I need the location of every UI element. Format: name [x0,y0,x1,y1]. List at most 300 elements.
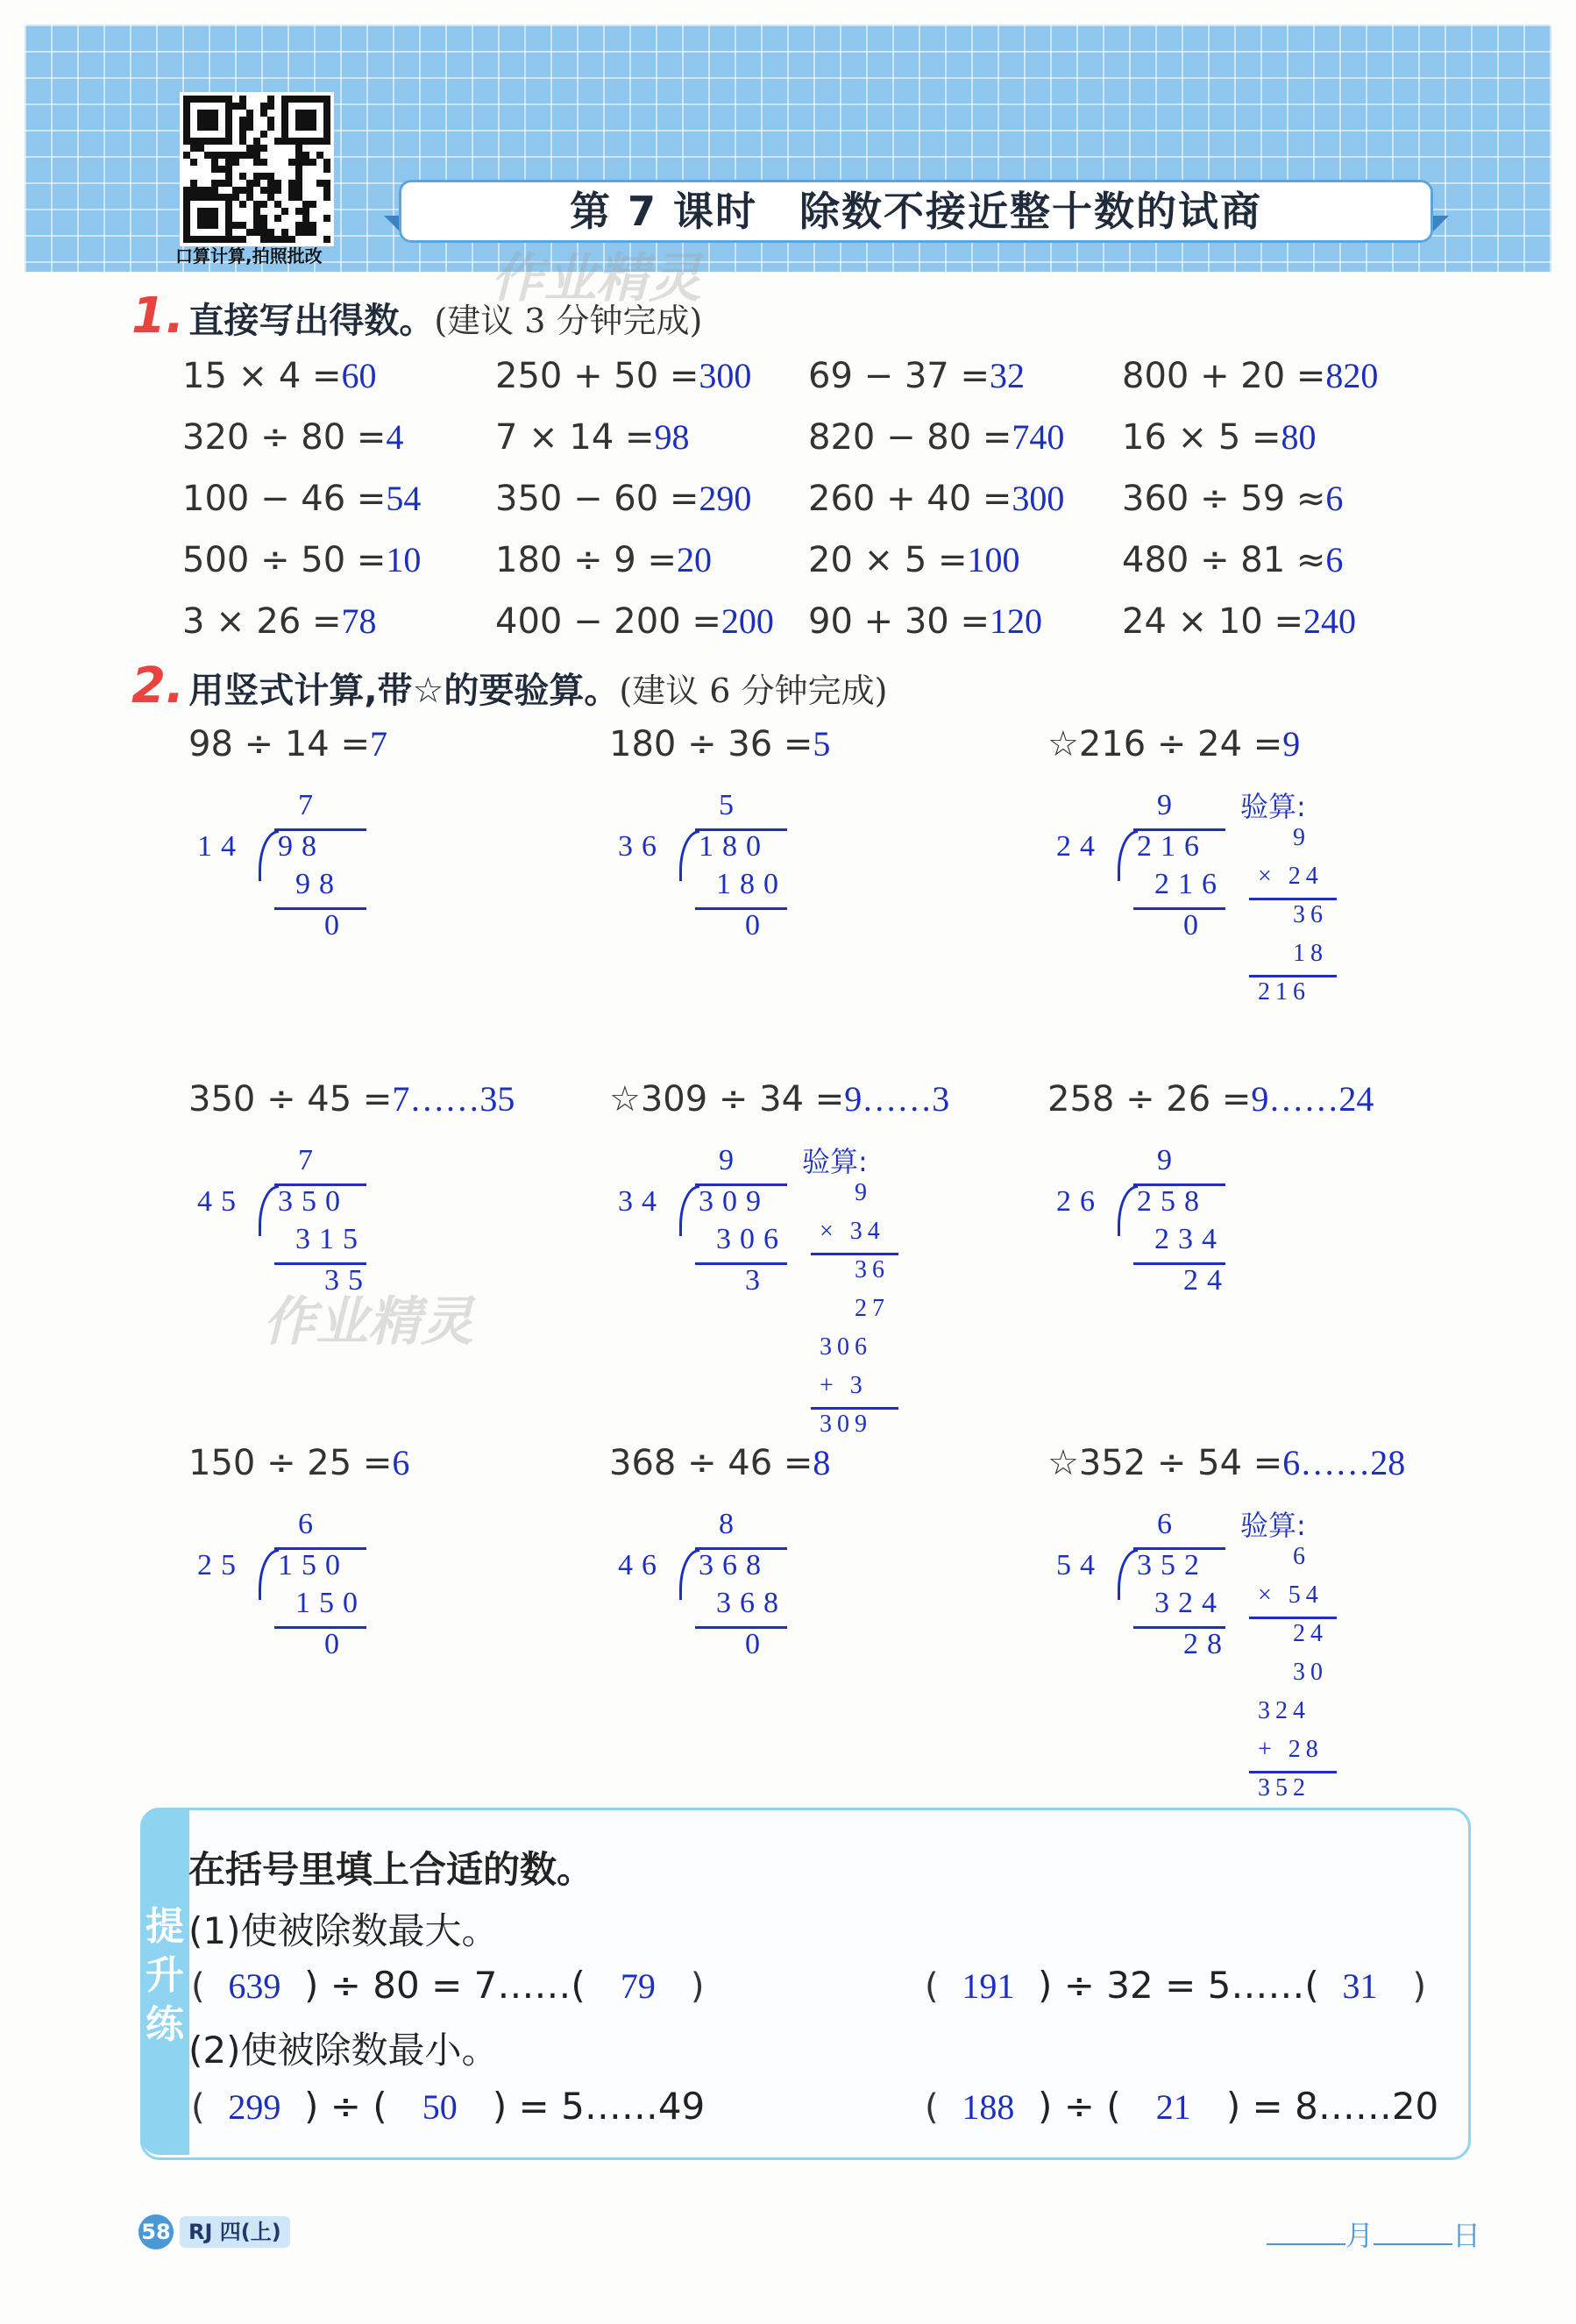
qr-module [295,187,302,194]
date-field[interactable] [1267,2214,1480,2254]
expression: ☆309 ÷ 34 = [609,1079,845,1119]
qr-module [204,152,211,159]
oral-calc-item [808,355,1025,396]
check-line [1249,1617,1337,1619]
subtraction-line [1133,907,1225,910]
qr-module [232,152,239,159]
product: 180 [716,868,787,900]
qr-module [204,124,211,131]
qr-module [309,96,316,103]
answer[interactable]: 6 [1325,540,1344,579]
qr-module [295,152,302,159]
product: 234 [1154,1223,1225,1255]
qr-module [204,208,211,215]
qr-module [274,180,281,187]
qr-module [295,124,302,131]
month-label: 月 [1345,2219,1374,2252]
check-label: 验算: [1240,1509,1306,1542]
qr-module [302,159,309,166]
answer[interactable]: 6 [392,1443,410,1482]
qr-module [323,180,330,187]
qr-module [218,138,225,145]
remainder: 24 [1183,1264,1231,1297]
qr-module [288,180,295,187]
qr-module [260,110,267,117]
dividend: 352 [1137,1549,1208,1581]
qr-module [260,103,267,110]
remainder: 0 [324,1628,348,1660]
qr-module [218,96,225,103]
qr-module [323,124,330,131]
answer[interactable]: 240 [1303,601,1356,641]
expression: 100 − 46 = [182,479,387,519]
subtraction-line [274,907,366,910]
expression: 500 ÷ 50 = [182,540,387,580]
qr-module [183,194,190,201]
expression: 90 + 30 = [808,601,990,642]
title-ribbon-right [1433,216,1449,231]
qr-module [197,145,204,152]
qr-module [309,138,316,145]
question-number: 2. [131,657,185,714]
check-step: 306 [820,1333,872,1361]
division-bracket [1118,1185,1138,1236]
expression: 15 × 4 = [182,356,342,396]
answer[interactable]: 78 [341,601,377,641]
qr-module [295,229,302,236]
expression: 350 ÷ 45 = [188,1079,393,1119]
blank-answer[interactable]: 188 [962,2087,1015,2127]
division-bracket [259,830,279,881]
expression: 480 ÷ 81 ≈ [1122,540,1326,580]
qr-module [197,194,204,201]
subtraction-line [695,1262,787,1265]
answer[interactable]: 200 [721,601,774,641]
blank-answer[interactable]: 639 [228,1966,281,2006]
qr-module [190,187,197,194]
oral-calc-item [1122,355,1378,396]
qr-module [197,138,204,145]
oral-calc-item [495,355,751,396]
product: 368 [716,1587,787,1619]
qr-module [225,152,232,159]
oral-calc-item [182,601,377,642]
dividend: 216 [1137,830,1208,863]
lift-part-1: (1)使被除数最大。 [188,1909,499,1952]
division-bracket [259,1549,279,1600]
qr-module [267,103,274,110]
qr-module [183,117,190,124]
blank-answer[interactable]: 21 [1155,2087,1191,2127]
qr-module [253,145,260,152]
qr-module [302,222,309,229]
check-step: 27 [855,1295,890,1322]
qr-module [190,96,197,103]
qr-module [316,96,323,103]
qr-module [190,138,197,145]
qr-module [260,159,267,166]
product: 150 [295,1587,366,1619]
dividend: 368 [699,1549,770,1581]
quotient: 6 [1157,1508,1181,1540]
check-line [1249,975,1337,977]
qr-module [295,145,302,152]
expression: 180 ÷ 36 = [609,724,813,764]
expression: 69 − 37 = [808,356,990,396]
qr-module [295,173,302,180]
qr-module [316,138,323,145]
check-step: 352 [1258,1774,1310,1802]
expression: 260 + 40 = [808,479,1012,519]
qr-module [281,138,288,145]
qr-module [211,222,218,229]
answer[interactable]: 6 [1325,479,1344,518]
qr-module [260,215,267,222]
qr-module [253,159,260,166]
expression: 360 ÷ 59 ≈ [1122,479,1326,519]
qr-module [211,124,218,131]
qr-module [225,103,232,110]
qr-module [225,201,232,208]
qr-module [316,152,323,159]
oral-calc-item [1122,539,1343,580]
qr-module [183,208,190,215]
qr-module [197,96,204,103]
check-step: + 3 [820,1372,868,1399]
qr-module [225,180,232,187]
divisor: 14 [197,830,245,863]
qr-code[interactable] [180,92,334,246]
page-number: 58 [138,2214,174,2249]
qr-module [183,152,190,159]
qr-module [211,166,218,173]
division-problem [188,1078,515,1119]
qr-module [281,117,288,124]
qr-module [197,187,204,194]
qr-module [288,159,295,166]
qr-module [267,187,274,194]
qr-module [295,110,302,117]
answer[interactable]: 60 [341,356,377,395]
qr-module [260,131,267,138]
check-line [1249,1771,1337,1773]
check-step: 324 [1258,1697,1310,1724]
qr-module [281,229,288,236]
qr-module [218,152,225,159]
answer[interactable]: 300 [699,356,752,395]
expression: 24 × 10 = [1122,601,1303,642]
qr-module [295,208,302,215]
remainder: 0 [324,909,348,942]
quotient: 8 [719,1508,742,1540]
expression: 16 × 5 = [1122,417,1281,458]
qr-module [211,152,218,159]
answer[interactable]: 9……3 [844,1079,950,1119]
lesson-title: 第 7 课时 除数不接近整十数的试商 [569,188,1263,235]
qr-module [211,180,218,187]
qr-module [302,215,309,222]
qr-module [211,215,218,222]
blank-answer[interactable]: 31 [1342,1966,1378,2006]
qr-module [274,138,281,145]
qr-module [246,152,253,159]
qr-module [232,103,239,110]
qr-module [260,222,267,229]
blank-answer[interactable]: 50 [422,2087,458,2127]
check-line [811,1407,898,1410]
quotient: 5 [719,789,742,821]
qr-module [316,180,323,187]
qr-module [183,103,190,110]
answer[interactable]: 32 [989,356,1025,395]
qr-module [183,222,190,229]
qr-module [197,222,204,229]
answer[interactable]: 820 [1325,356,1379,395]
answer[interactable]: 6……28 [1282,1443,1406,1482]
qr-module [281,208,288,215]
qr-module [232,187,239,194]
qr-module [190,194,197,201]
answer[interactable]: 7 [369,724,387,764]
qr-module [239,152,246,159]
qr-module [183,110,190,117]
answer[interactable]: 740 [1012,417,1065,457]
check-label: 验算: [802,1145,868,1178]
quotient: 9 [1157,789,1181,821]
qr-module [239,96,246,103]
qr-module [211,159,218,166]
title-ribbon-left [384,216,400,231]
qr-module [246,187,253,194]
answer[interactable]: 5 [813,724,831,764]
answer[interactable]: 54 [386,479,422,518]
qr-module [225,138,232,145]
blank-answer[interactable]: 191 [962,1966,1015,2006]
qr-module [302,110,309,117]
check-step: 216 [1258,978,1310,1006]
qr-module [309,229,316,236]
answer[interactable]: 10 [386,540,422,579]
qr-module [218,180,225,187]
divisor: 26 [1056,1185,1104,1218]
answer[interactable]: 9……24 [1251,1079,1374,1119]
divisor: 24 [1056,830,1104,863]
qr-module [267,173,274,180]
check-step: × 54 [1258,1581,1324,1609]
qr-module [211,194,218,201]
qr-module [183,96,190,103]
qr-module [232,194,239,201]
qr-module [197,215,204,222]
qr-module [295,96,302,103]
divisor: 46 [618,1549,665,1581]
qr-module [253,215,260,222]
check-step: 18 [1293,940,1328,967]
expression: 400 − 200 = [495,601,721,642]
check-line [1249,898,1337,900]
qr-module [288,187,295,194]
answer[interactable]: 120 [989,601,1042,641]
qr-module [302,96,309,103]
qr-module [225,131,232,138]
answer[interactable]: 8 [813,1443,831,1482]
check-step: 6 [1293,1543,1310,1570]
answer[interactable]: 98 [654,417,690,457]
qr-module [246,229,253,236]
lift-equation-2a: ( 299 ) ÷ ( 50 ) = 5……49 [191,2085,706,2128]
divisor: 54 [1056,1549,1104,1581]
expression: 250 + 50 = [495,356,699,396]
qr-module [253,173,260,180]
qr-module [204,110,211,117]
divisor: 25 [197,1549,245,1581]
qr-module [239,117,246,124]
dividend: 258 [1137,1185,1208,1218]
qr-module [246,124,253,131]
qr-module [246,180,253,187]
answer[interactable]: 7……35 [392,1079,515,1119]
division-problem [609,1442,830,1483]
book-tag: RJ 四(上) [180,2216,290,2248]
check-label: 验算: [1240,790,1306,823]
qr-module [267,180,274,187]
qr-module [323,236,330,243]
oral-calc-item [808,416,1064,458]
oral-calc-item [495,416,690,458]
qr-module [302,208,309,215]
question-hint: (建议 6 分钟完成) [619,672,888,710]
qr-module [323,96,330,103]
division-bracket [1118,1549,1138,1600]
expression: ☆216 ÷ 24 = [1047,724,1283,764]
oral-calc-item [182,355,377,396]
qr-module [288,138,295,145]
qr-module [183,138,190,145]
lift-equation-1b: ( 191 ) ÷ 32 = 5……( 31 ) [925,1964,1427,2007]
answer[interactable]: 100 [967,540,1020,579]
qr-module [239,187,246,194]
check-line [811,1253,898,1255]
qr-module [253,138,260,145]
qr-module [260,145,267,152]
qr-module [239,201,246,208]
remainder: 35 [324,1264,372,1297]
qr-module [295,159,302,166]
product: 315 [295,1223,366,1255]
remainder: 0 [745,909,769,942]
lift-part-2: (2)使被除数最小。 [188,2029,499,2072]
quotient: 7 [298,789,322,821]
qr-module [267,96,274,103]
qr-module [309,117,316,124]
qr-module [204,215,211,222]
expression: 368 ÷ 46 = [609,1443,813,1483]
product: 216 [1154,868,1225,900]
qr-module [253,201,260,208]
qr-module [225,166,232,173]
qr-module [211,138,218,145]
qr-module [225,194,232,201]
qr-module [232,159,239,166]
expression: 320 ÷ 80 = [182,417,387,458]
division-bracket [679,1549,699,1600]
qr-module [190,145,197,152]
qr-module [183,124,190,131]
expression: 98 ÷ 14 = [188,724,370,764]
answer[interactable]: 80 [1281,417,1317,457]
qr-module [267,229,274,236]
qr-module [260,201,267,208]
blank-answer[interactable]: 79 [620,1966,656,2006]
answer[interactable]: 4 [386,417,404,457]
answer[interactable]: 290 [699,479,752,518]
check-step: × 24 [1258,863,1324,890]
qr-module [246,117,253,124]
qr-module [274,201,281,208]
qr-module [197,110,204,117]
quotient: 7 [298,1144,322,1176]
answer[interactable]: 9 [1282,724,1301,764]
product: 306 [716,1223,787,1255]
qr-module [225,110,232,117]
expression: 180 ÷ 9 = [495,540,677,580]
division-bracket [259,1185,279,1236]
oral-calc-item [182,416,403,458]
qr-module [204,96,211,103]
qr-module [323,159,330,166]
watermark: 作业精灵 [491,248,701,309]
qr-module [323,131,330,138]
answer[interactable]: 300 [1012,479,1065,518]
qr-module [204,187,211,194]
qr-module [225,159,232,166]
divisor: 45 [197,1185,245,1218]
qr-module [295,166,302,173]
expression: 820 − 80 = [808,417,1012,458]
qr-module [211,96,218,103]
qr-module [274,187,281,194]
answer[interactable]: 20 [676,540,712,579]
qr-module [323,215,330,222]
division-problem [188,723,387,764]
qr-module [323,138,330,145]
oral-calc-item [495,478,751,519]
qr-module [260,173,267,180]
qr-module [183,229,190,236]
qr-module [281,103,288,110]
qr-module [302,124,309,131]
qr-module [253,222,260,229]
qr-module [211,187,218,194]
qr-module [323,166,330,173]
qr-module [225,96,232,103]
oral-calc-item [808,539,1020,580]
qr-caption: 口算计算,拍照批改 [175,245,323,267]
qr-module [239,222,246,229]
oral-calc-item [182,539,421,580]
check-step: 24 [1293,1620,1328,1647]
qr-module [253,180,260,187]
qr-module [232,222,239,229]
watermark: 作业精灵 [263,1291,473,1353]
qr-module [309,159,316,166]
expression: 800 + 20 = [1122,356,1326,396]
qr-module [288,194,295,201]
division-problem [188,1442,409,1483]
qr-module [323,103,330,110]
blank-answer[interactable]: 299 [228,2087,281,2127]
qr-module [281,110,288,117]
